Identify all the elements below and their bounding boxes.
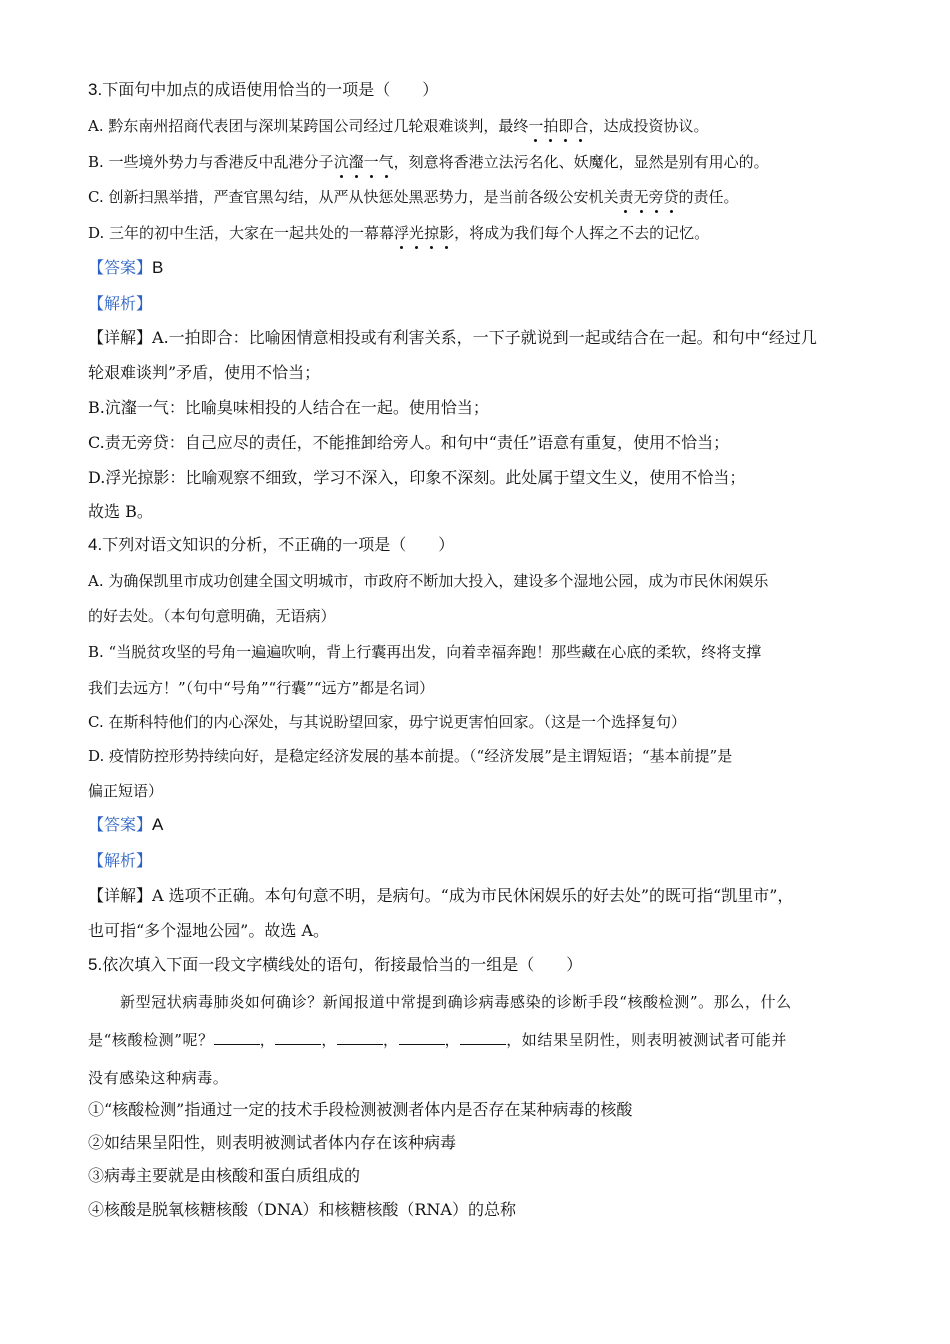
emphasis-dot-char: 旁 [648, 188, 664, 206]
q5-item-2: ②如结果呈阳性，则表明被测试者体内存在该种病毒 [88, 1133, 457, 1152]
q4-analysis-label: 【解析】 [88, 851, 153, 870]
q3-option-d-text: D. 三年的初中生活，大家在一起共处的一幕幕 [88, 224, 395, 242]
q3-option-b-text: B. 一些境外势力与香港反中乱港分子 [88, 153, 334, 171]
q4-answer [88, 815, 163, 835]
q3-stem-text: 下面句中加点的成语使用恰当的一项是（ ） [102, 80, 439, 99]
emphasis-dot-char: 气 [378, 153, 394, 171]
q3-option-c-text: C. 创新扫黑举措，严查官黑勾结，从严从快惩处黑恶势力，是当前各级公安机关 [88, 188, 619, 206]
q3-detail-line-6: 故选 B。 [88, 502, 153, 521]
q3-option-c-idiom [618, 188, 678, 206]
q4-detail-text-1: A 选项不正确。本句句意不明，是病句。“成为市民休闲娱乐的好去处”的既可指“凯里市”， [152, 886, 794, 905]
q3-detail-line-4: C.责无旁贷：自己应尽的责任，不能推卸给旁人。和句中“责任”语意有重复，使用不恰当； [88, 433, 730, 452]
q3-analysis-label: 【解析】 [88, 294, 153, 313]
q3-number: 3. [88, 80, 103, 99]
q3-detail-tag: 【详解】 [88, 328, 153, 347]
q4-number: 4. [88, 535, 103, 554]
q3-option-b-text-end: ，刻意将香港立法污名化、妖魔化，显然是别有用心的。 [393, 153, 769, 171]
q5-passage-line-3: 没有感染这种病毒。 [88, 1069, 229, 1087]
q5-separator: ， [444, 1031, 461, 1049]
q3-option-a-text: A. 黔东南州招商代表团与深圳某跨国公司经过几轮艰难谈判，最终 [88, 117, 529, 135]
q4-option-c: C. 在斯科特他们的内心深处，与其说盼望回家，毋宁说更害怕回家。（这是一个选择复句） [88, 713, 686, 731]
emphasis-dot-char: 浮 [394, 224, 410, 242]
q3-detail-line-1 [88, 328, 817, 348]
emphasis-dot-char: 责 [618, 188, 634, 206]
emphasis-dot-char: 合 [573, 117, 589, 135]
q5-item-3: ③病毒主要就是由核酸和蛋白质组成的 [88, 1166, 361, 1185]
emphasis-dot-char: 瀣 [348, 153, 364, 171]
q3-answer-tag: 【答案】 [88, 258, 153, 277]
q4-option-a-line-2: 的好去处。（本句句意明确，无语病） [88, 607, 336, 625]
q5-item-4: ④核酸是脱氧核糖核酸（DNA）和核糖核酸（RNA）的总称 [88, 1200, 516, 1219]
q3-detail-text-1: A.一拍即合：比喻困情意相投或有利害关系，一下子就说到一起或结合在一起。和句中“经过几 [152, 328, 817, 347]
blank-3 [337, 1030, 383, 1045]
q4-detail-line-2: 也可指“多个湿地公园”。故选 A。 [88, 921, 330, 940]
q5-number: 5. [88, 955, 103, 974]
emphasis-dot-char: 沆 [333, 153, 349, 171]
q4-answer-value: A [152, 815, 164, 834]
q3-option-a-text-end: ，达成投资协议。 [588, 117, 709, 135]
emphasis-dot-char: 光 [409, 224, 425, 242]
q3-detail-line-5: D.浮光掠影：比喻观察不细致，学习不深入，印象不深刻。此处属于望文生义，使用不恰当； [88, 468, 746, 487]
blank-2 [275, 1030, 321, 1045]
q3-option-b [88, 152, 769, 172]
q5-stem [88, 955, 582, 975]
q4-option-d-line-2: 偏正短语） [88, 782, 164, 800]
q4-option-b-line-1: B. “当脱贫攻坚的号角一遍遍吹响，背上行囊再出发，向着幸福奔跑！那些藏在心底的柔软，终将支撑 [88, 643, 762, 661]
q4-stem [88, 535, 454, 555]
q3-option-a-idiom [528, 117, 588, 135]
q4-option-d-line-1: D. 疫情防控形势持续向好，是稳定经济发展的基本前提。（“经济发展”是主谓短语；“基本前提”是 [88, 747, 733, 765]
q3-option-b-idiom [334, 153, 394, 171]
q3-option-c-text-end: 的责任。 [678, 188, 739, 206]
emphasis-dot-char: 拍 [543, 117, 559, 135]
blank-1 [214, 1030, 260, 1045]
q3-option-a [88, 116, 708, 136]
q5-separator: ， [259, 1031, 276, 1049]
q5-separator: ， [382, 1031, 399, 1049]
q3-analysis-tag [88, 294, 152, 314]
q5-stem-text: 依次填入下面一段文字横线处的语句，衔接最恰当的一组是（ ） [102, 955, 583, 974]
q4-answer-tag: 【答案】 [88, 815, 153, 834]
q4-option-a-line-1: A. 为确保凯里市成功创建全国文明城市，市政府不断加大投入，建设多个湿地公园，成为市民休闲娱乐 [88, 572, 769, 590]
q4-analysis-tag [88, 851, 152, 871]
q4-stem-text: 下列对语文知识的分析，不正确的一项是（ ） [102, 535, 455, 554]
q3-answer-value: B [152, 258, 164, 277]
emphasis-dot-char: 影 [439, 224, 455, 242]
q5-passage-line-1: 新型冠状病毒肺炎如何确诊？新闻报道中常提到确诊病毒感染的诊断手段“核酸检测”。那么，什么 [120, 993, 792, 1011]
q3-detail-line-2: 轮艰难谈判”矛盾，使用不恰当； [88, 363, 321, 382]
q3-answer [88, 258, 163, 278]
emphasis-dot-char: 贷 [663, 188, 679, 206]
emphasis-dot-char: 掠 [424, 224, 440, 242]
q5-passage-text-end: ，如结果呈阴性，则表明被测试者可能并 [506, 1031, 787, 1049]
blank-4 [399, 1030, 445, 1045]
q3-option-d-idiom [394, 224, 454, 242]
emphasis-dot-char: 无 [633, 188, 649, 206]
q4-detail-tag: 【详解】 [88, 886, 153, 905]
q3-option-d [88, 223, 709, 243]
q4-option-b-line-2: 我们去远方！”（句中“号角”“行囊”“远方”都是名词） [88, 679, 435, 697]
emphasis-dot-char: 即 [558, 117, 574, 135]
q5-item-1: ①“核酸检测”指通过一定的技术手段检测被测者体内是否存在某种病毒的核酸 [88, 1100, 633, 1119]
q3-option-c [88, 187, 739, 207]
emphasis-dot-char: 一 [528, 117, 544, 135]
q5-passage-text: 是“核酸检测”呢？ [88, 1031, 214, 1049]
q3-option-d-text-end: ，将成为我们每个人挥之不去的记忆。 [454, 224, 710, 242]
emphasis-dot-char: 一 [363, 153, 379, 171]
blank-5 [460, 1030, 506, 1045]
q5-separator: ， [321, 1031, 337, 1049]
q3-detail-line-3: B.沆瀣一气：比喻臭味相投的人结合在一起。使用恰当； [88, 398, 489, 417]
q3-stem [88, 80, 438, 100]
q5-passage-line-2 [88, 1030, 787, 1050]
q4-detail-line-1 [88, 886, 793, 906]
